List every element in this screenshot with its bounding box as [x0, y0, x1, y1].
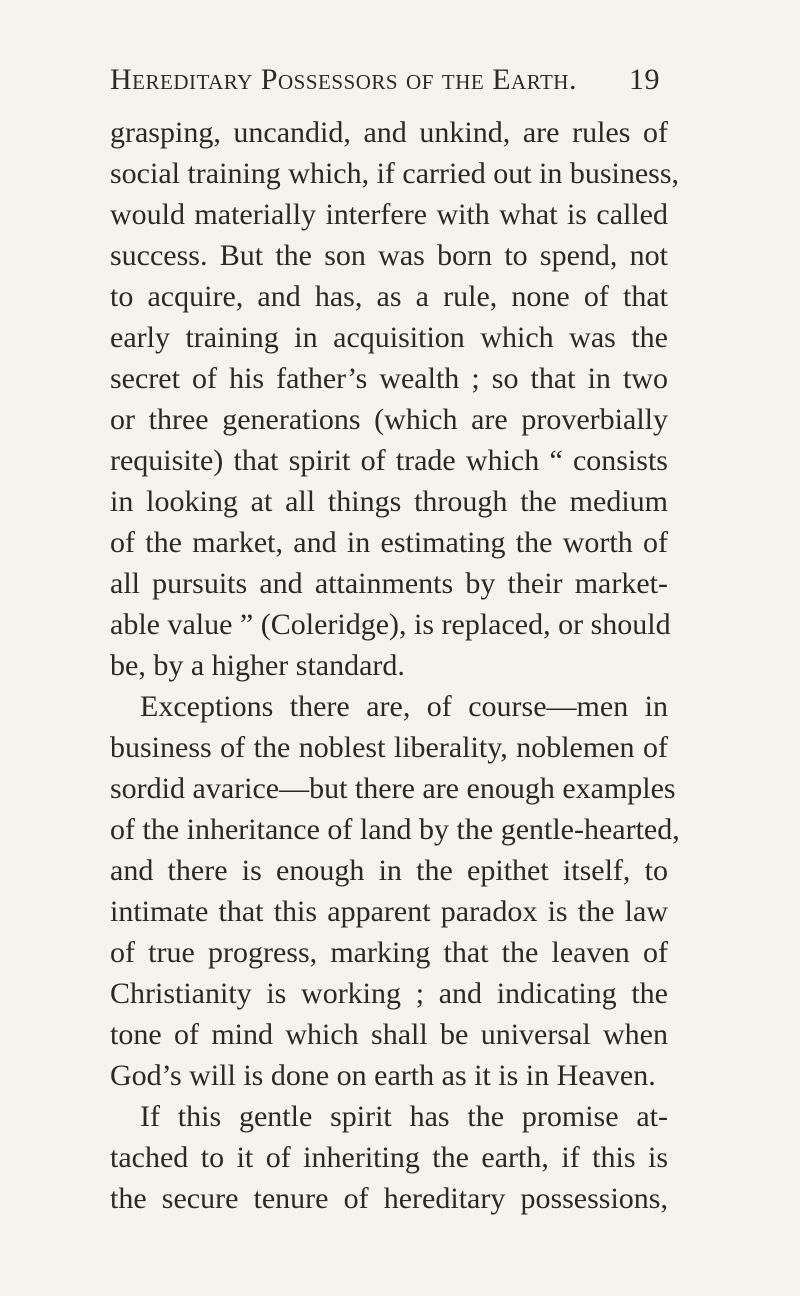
text-line: to acquire, and has, as a rule, none of that — [110, 280, 668, 313]
text-line: early training in acquisition which was the — [110, 321, 668, 354]
text-line: the secure tenure of hereditary possessions, — [110, 1182, 668, 1215]
text-line: secret of his father’s wealth ; so that in two — [110, 362, 668, 395]
text-line: Christianity is working ; and indicating the — [110, 977, 668, 1010]
text-line: tached to it of inheriting the earth, if this is — [110, 1141, 668, 1174]
running-head-title: Hereditary Possessors of the Earth. — [110, 63, 577, 96]
text-line: social training which, if carried out in business, — [110, 157, 680, 190]
running-head — [110, 60, 660, 100]
text-line: of the market, and in estimating the worth of — [110, 526, 668, 559]
text-line: be, by a higher standard. — [110, 649, 405, 682]
text-line: requisite) that spirit of trade which “ consists — [110, 444, 668, 477]
text-line: able value ” (Coleridge), is replaced, or should — [110, 608, 671, 641]
text-line: tone of mind which shall be universal when — [110, 1018, 668, 1051]
text-line: intimate that this apparent paradox is the law — [110, 895, 668, 928]
text-line: Exceptions there are, of course—men in — [140, 690, 668, 723]
text-line: and there is enough in the epithet itself, to — [110, 854, 668, 887]
text-line: business of the noblest liberality, noblemen of — [110, 731, 668, 764]
text-line: of true progress, marking that the leaven of — [110, 936, 668, 969]
text-line: of the inheritance of land by the gentle-hearted, — [110, 813, 680, 846]
text-line: or three generations (which are proverbially — [110, 403, 668, 436]
text-line: all pursuits and attainments by their market- — [110, 567, 668, 600]
text-line: success. But the son was born to spend, not — [110, 239, 668, 272]
text-line: God’s will is done on earth as it is in Heaven. — [110, 1059, 656, 1092]
text-line: in looking at all things through the medium — [110, 485, 668, 518]
text-line: sordid avarice—but there are enough examples — [110, 772, 676, 805]
text-line: grasping, uncandid, and unkind, are rules of — [110, 116, 668, 149]
text-line: If this gentle spirit has the promise at- — [140, 1100, 668, 1133]
body-text — [110, 112, 680, 1219]
page-number: 19 — [629, 63, 660, 96]
text-line: would materially interfere with what is called — [110, 198, 668, 231]
